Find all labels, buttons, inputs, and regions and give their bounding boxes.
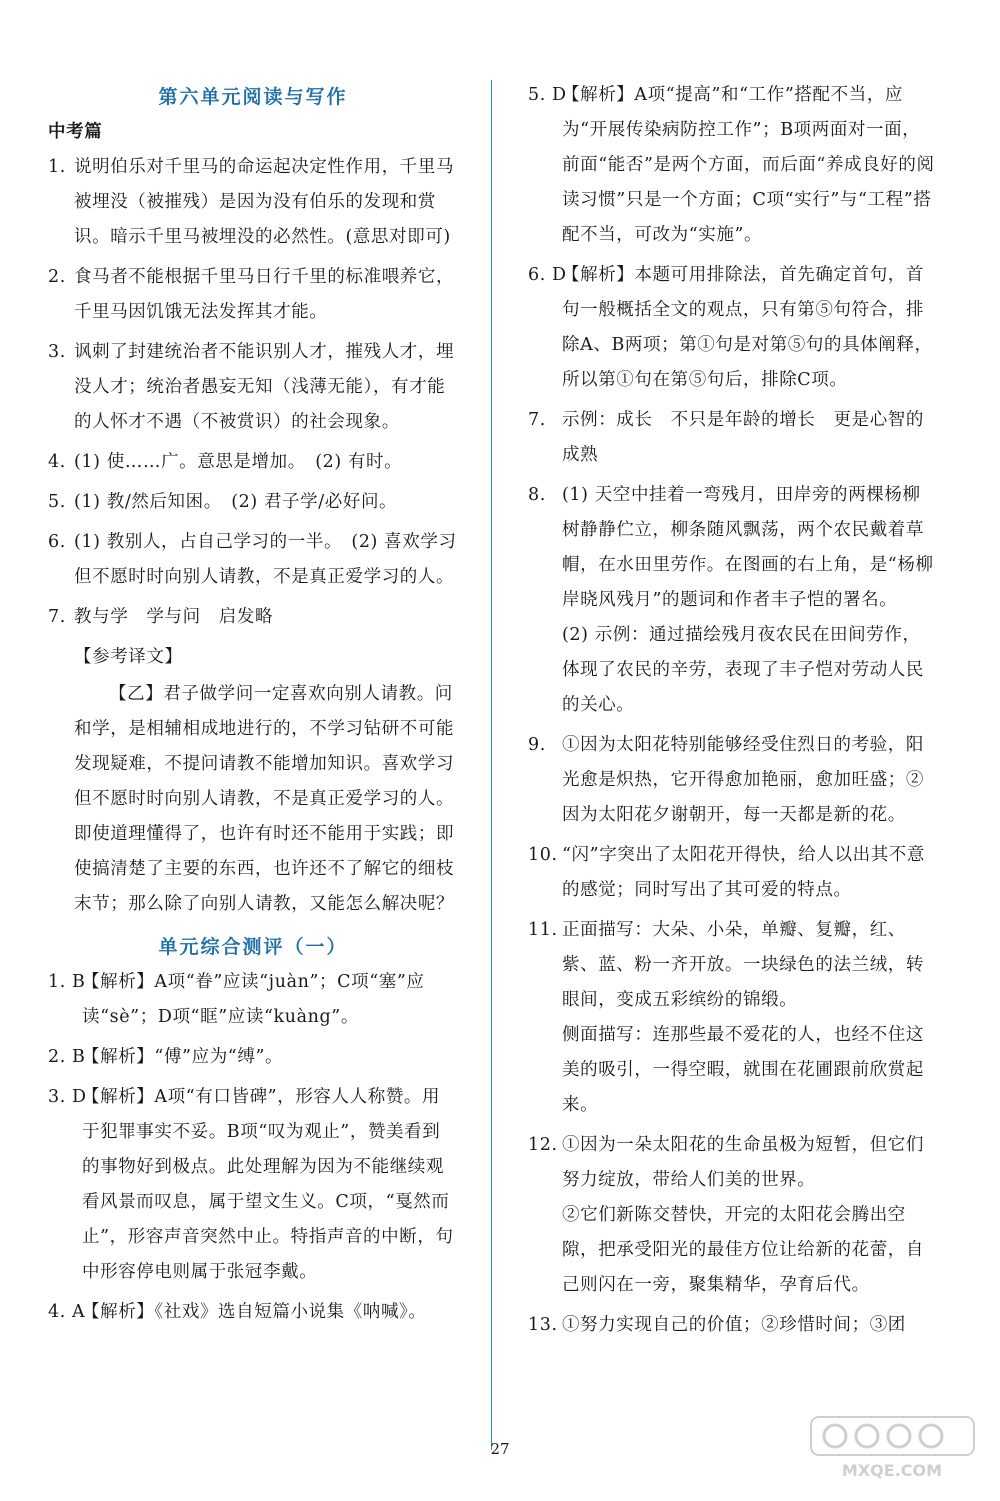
watermark-mark bbox=[856, 1425, 878, 1447]
left-column bbox=[48, 78, 458, 1335]
section-title-reading-writing: 第六单元阅读与写作 bbox=[158, 86, 348, 108]
answer-item bbox=[528, 478, 938, 723]
answer-subtext: (2) 示例：通过描绘残月夜农民在田间劳作，体现了农民的辛劳，表现了丰子恺对劳动人民的关心。 bbox=[562, 625, 924, 715]
answer-number: 5. D bbox=[528, 85, 567, 105]
watermark-mark bbox=[888, 1425, 910, 1447]
answer-item bbox=[528, 1128, 938, 1303]
answer-text: 【解析】A项“有口皆碑”，形容人人称赞。用于犯罪事实不妥。B项“叹为观止”，赞美看到的事物好到极点。此处理解为因为不能继续观看风景而叹息，属于望文生义。C项，“戛然而止”，形容声音突然中止。特指声音的中断，句中形容停电则属于张冠李戴。 bbox=[82, 1087, 454, 1282]
translation-text: 【乙】君子做学问一定喜欢向别人请教。问和学，是相辅相成地进行的，不学习钻研不可能发现疑难，不提问请教不能增加知识。喜欢学习但不愿时时向别人请教，不是真正爱学习的人。即使道理懂得了，也许有时还不能用于实践；即使搞清楚了主要的东西，也许还不了解它的细枝末节；那么除了向别人请教，又能怎么解决呢？ bbox=[74, 684, 455, 914]
right-column bbox=[528, 78, 938, 1348]
answer-text: 示例：成长 不只是年龄的增长 更是心智的成熟 bbox=[562, 410, 924, 465]
answer-number: 1. bbox=[48, 157, 66, 177]
answer-text: 【解析】A项“眷”应读“juàn”；C项“塞”应读“sè”；D项“眶”应读“kuàng”。 bbox=[82, 972, 425, 1027]
watermark-mark bbox=[920, 1425, 942, 1447]
answer-text: 教与学 学与问 启发略 bbox=[74, 607, 274, 627]
answer-number: 10. bbox=[528, 845, 558, 865]
answer-text: 【解析】《社戏》选自短篇小说集《呐喊》。 bbox=[82, 1302, 427, 1322]
answer-number: 7. bbox=[528, 410, 546, 430]
answer-subtext: 侧面描写：连那些最不爱花的人，也经不住这美的吸引，一得空暇，就围在花圃跟前欣赏起来。 bbox=[562, 1025, 924, 1115]
answer-text: 【解析】“傅”应为“缚”。 bbox=[82, 1047, 284, 1067]
answer-number: 5. bbox=[48, 492, 66, 512]
answer-subtext: ②它们新陈交替快，开完的太阳花会腾出空隙，把承受阳光的最佳方位让给新的花蕾，自己则闪在一旁，聚集精华，孕育后代。 bbox=[562, 1205, 924, 1295]
answer-text: (1) 天空中挂着一弯残月，田岸旁的两棵杨柳树静静伫立，柳条随风飘荡，两个农民戴着草帽，在水田里劳作。在图画的右上角，是“杨柳岸晓风残月”的题词和作者丰子恺的署名。 bbox=[562, 485, 934, 610]
answer-item bbox=[48, 335, 458, 440]
answer-number: 4. bbox=[48, 452, 66, 472]
answer-item bbox=[528, 78, 938, 253]
answer-item bbox=[48, 445, 458, 480]
answer-text: 说明伯乐对千里马的命运起决定性作用，千里马被埋没（被摧残）是因为没有伯乐的发现和赏识。暗示千里马被埋没的必然性。(意思对即可) bbox=[74, 157, 455, 247]
answer-item bbox=[48, 1040, 458, 1075]
section-title-unit-test: 单元综合测评（一） bbox=[158, 936, 348, 958]
answer-number: 1. B bbox=[48, 972, 86, 992]
watermark-text: MXQE.COM bbox=[841, 1461, 943, 1480]
answer-item bbox=[528, 403, 938, 473]
answer-item bbox=[48, 260, 458, 330]
answer-number: 4. A bbox=[48, 1302, 86, 1322]
answer-number: 6. D bbox=[528, 265, 567, 285]
watermark-frame bbox=[811, 1417, 974, 1455]
answer-number: 2. B bbox=[48, 1047, 86, 1067]
answer-number: 3. D bbox=[48, 1087, 87, 1107]
answer-text: ①因为太阳花特别能够经受住烈日的考验，阳光愈是炽热，它开得愈加艳丽，愈加旺盛；②因为太阳花夕谢朝开，每一天都是新的花。 bbox=[562, 735, 924, 825]
answer-item bbox=[48, 1080, 458, 1290]
subheading-zhongkao: 中考篇 bbox=[48, 122, 103, 142]
answer-item bbox=[48, 1295, 458, 1330]
answer-item bbox=[48, 965, 458, 1035]
answer-text: 【解析】A项“提高”和“工作”搭配不当，应为“开展传染病防控工作”；B项两面对一面，前面“能否”是两个方面，而后面“养成良好的阅读习惯”只是一个方面；C项“实行”与“工程”搭配不当，可改为“实施”。 bbox=[562, 85, 935, 245]
column-divider bbox=[491, 80, 492, 1450]
answer-item bbox=[528, 1308, 938, 1343]
translation-heading: 【参考译文】 bbox=[74, 647, 183, 667]
answer-number: 6. bbox=[48, 532, 66, 552]
answer-text: 食马者不能根据千里马日行千里的标准喂养它，千里马因饥饿无法发挥其才能。 bbox=[74, 267, 455, 322]
answer-text: (1) 教别人，占自己学习的一半。 (2) 喜欢学习但不愿时时向别人请教，不是真正爱学习的人。 bbox=[74, 532, 457, 587]
answer-text: 正面描写：大朵、小朵，单瓣、复瓣，红、紫、蓝、粉一齐开放。一块绿色的法兰绒，转眼间，变成五彩缤纷的锦缎。 bbox=[562, 920, 924, 1010]
answer-item bbox=[528, 838, 938, 908]
answer-item bbox=[48, 600, 458, 635]
answer-item bbox=[48, 525, 458, 595]
answer-number: 8. bbox=[528, 485, 546, 505]
answer-text: 【解析】本题可用排除法，首先确定首句，首句一般概括全文的观点，只有第⑤句符合，排除A、B两项；第①句是对第⑤句的具体阐释，所以第①句在第⑤句后，排除C项。 bbox=[562, 265, 933, 390]
answer-text: 讽刺了封建统治者不能识别人才，摧残人才，埋没人才；统治者愚妄无知（浅薄无能），有才能的人怀才不遇（不被赏识）的社会现象。 bbox=[74, 342, 455, 432]
watermark-logo bbox=[805, 1413, 980, 1483]
answer-text: ①因为一朵太阳花的生命虽极为短暂，但它们努力绽放，带给人们美的世界。 bbox=[562, 1135, 924, 1190]
answer-text: (1) 使……广。意思是增加。 (2) 有时。 bbox=[74, 452, 403, 472]
answer-text: “闪”字突出了太阳花开得快，给人以出其不意的感觉；同时写出了其可爱的特点。 bbox=[562, 845, 925, 900]
answer-number: 11. bbox=[528, 920, 558, 940]
answer-item bbox=[528, 728, 938, 833]
answer-number: 13. bbox=[528, 1315, 558, 1335]
answer-text: (1) 教/然后知困。 (2) 君子学/必好问。 bbox=[74, 492, 398, 512]
answer-number: 2. bbox=[48, 267, 66, 287]
answer-item bbox=[528, 913, 938, 1123]
answer-item bbox=[48, 485, 458, 520]
answer-number: 3. bbox=[48, 342, 66, 362]
watermark-mark bbox=[824, 1425, 846, 1447]
answer-text: ①努力实现自己的价值；②珍惜时间；③团 bbox=[562, 1315, 906, 1335]
page-number: 27 bbox=[490, 1440, 510, 1458]
answer-number: 7. bbox=[48, 607, 66, 627]
answer-number: 12. bbox=[528, 1135, 558, 1155]
answer-item bbox=[528, 258, 938, 398]
answer-item bbox=[48, 150, 458, 255]
answer-number: 9. bbox=[528, 735, 546, 755]
